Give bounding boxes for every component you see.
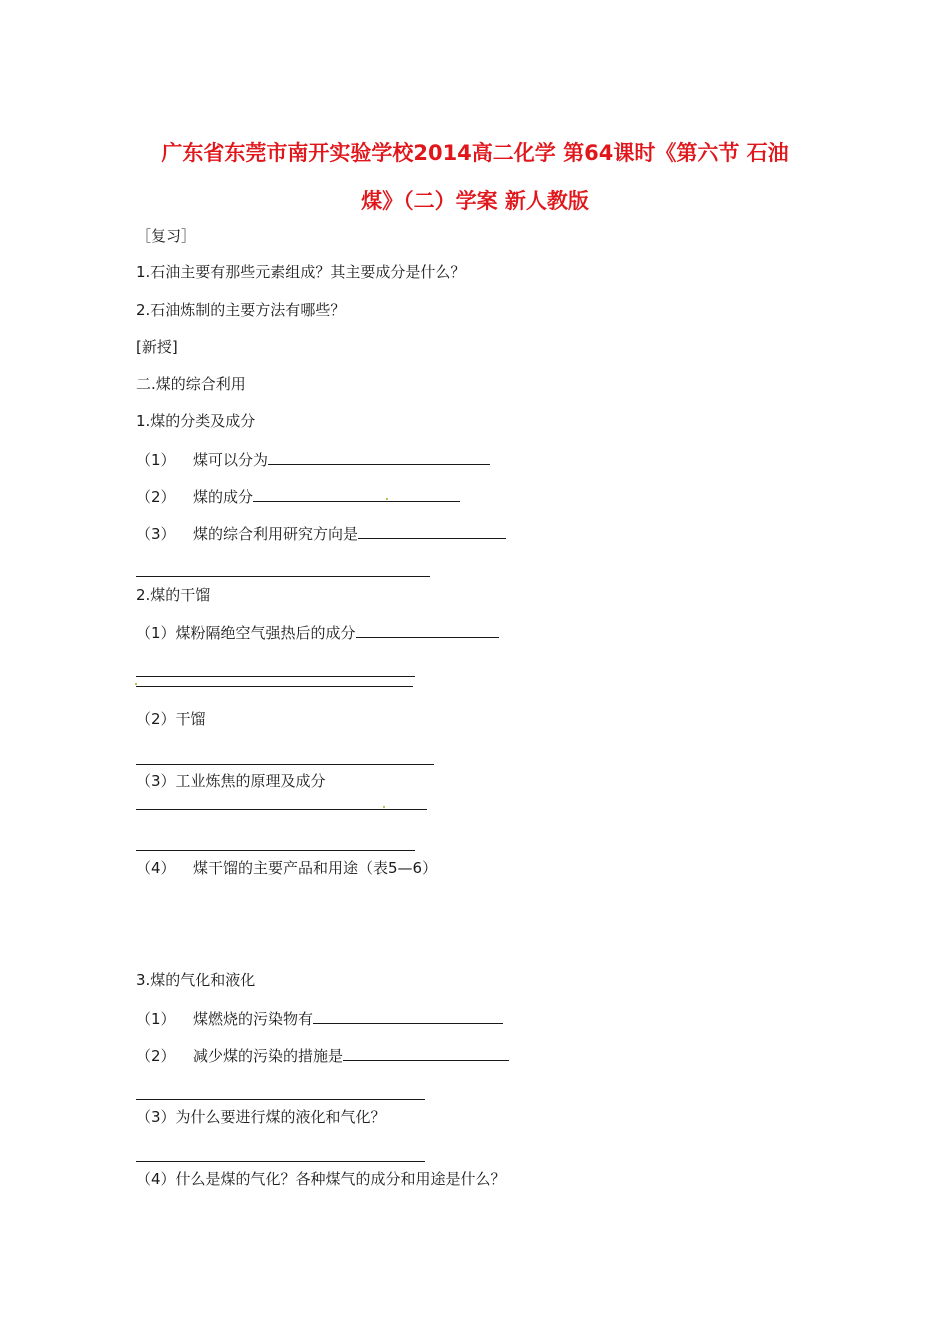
item-number: （4） xyxy=(136,859,176,877)
answer-blank[interactable] xyxy=(343,1045,509,1061)
answer-line[interactable] xyxy=(136,676,415,677)
question-3-4: （4）什么是煤的气化？各种煤气的成分和用途是什么？ xyxy=(136,1170,506,1188)
answer-blank[interactable] xyxy=(356,622,499,638)
answer-blank[interactable] xyxy=(268,449,490,465)
subsection-heading-2: 2.煤的干馏 xyxy=(136,586,211,604)
question-3-3: （3）为什么要进行煤的液化和气化？ xyxy=(136,1108,386,1126)
answer-line[interactable] xyxy=(136,764,434,765)
question-1-3 xyxy=(136,523,506,544)
answer-blank[interactable] xyxy=(358,523,506,539)
question-text: 煤的综合利用研究方向是 xyxy=(193,525,359,543)
scan-speck xyxy=(383,806,385,808)
question-text: 煤燃烧的污染物有 xyxy=(193,1010,314,1028)
item-number: （3） xyxy=(136,525,176,543)
answer-line[interactable] xyxy=(136,686,413,687)
review-question-1: 1.石油主要有那些元素组成？其主要成分是什么？ xyxy=(136,263,466,281)
question-text: 煤干馏的主要产品和用途（表5—6） xyxy=(193,859,438,877)
question-text: （1）煤粉隔绝空气强热后的成分 xyxy=(136,624,356,642)
item-number: （2） xyxy=(136,1047,176,1065)
question-text: 煤可以分为 xyxy=(193,451,269,469)
subsection-heading-3: 3.煤的气化和液化 xyxy=(136,971,256,989)
answer-line[interactable] xyxy=(136,1099,425,1100)
review-question-2: 2.石油炼制的主要方法有哪些？ xyxy=(136,301,346,319)
question-2-3: （3）工业炼焦的原理及成分 xyxy=(136,772,326,790)
item-number: （2） xyxy=(136,488,176,506)
section-heading-coal-utilization: 二.煤的综合利用 xyxy=(136,375,246,393)
answer-blank[interactable] xyxy=(313,1008,503,1024)
question-2-1 xyxy=(136,622,499,643)
item-number: （1） xyxy=(136,1010,176,1028)
scan-speck xyxy=(386,498,388,500)
document-title-line-2: 煤》（二）学案 新人教版 xyxy=(361,189,589,213)
document-title-line-1: 广东省东莞市南开实验学校2014高二化学 第64课时《第六节 石油 xyxy=(161,141,789,165)
question-2-4 xyxy=(136,858,437,878)
question-3-2 xyxy=(136,1045,509,1066)
scan-speck xyxy=(135,683,137,685)
question-3-1 xyxy=(136,1008,503,1029)
item-number: （1） xyxy=(136,451,176,469)
question-text: 煤的成分 xyxy=(193,488,254,506)
question-2-2: （2）干馏 xyxy=(136,710,206,728)
answer-line[interactable] xyxy=(136,850,415,851)
subsection-heading-1: 1.煤的分类及成分 xyxy=(136,412,256,430)
review-heading: ［复习］ xyxy=(136,227,197,245)
answer-line[interactable] xyxy=(136,1161,425,1162)
question-1-1 xyxy=(136,449,490,470)
new-lesson-heading: [新授] xyxy=(136,338,178,356)
answer-line[interactable] xyxy=(136,576,430,577)
question-1-2 xyxy=(136,486,460,507)
answer-line[interactable] xyxy=(136,809,427,810)
answer-blank[interactable] xyxy=(253,486,460,502)
question-text: 减少煤的污染的措施是 xyxy=(193,1047,344,1065)
